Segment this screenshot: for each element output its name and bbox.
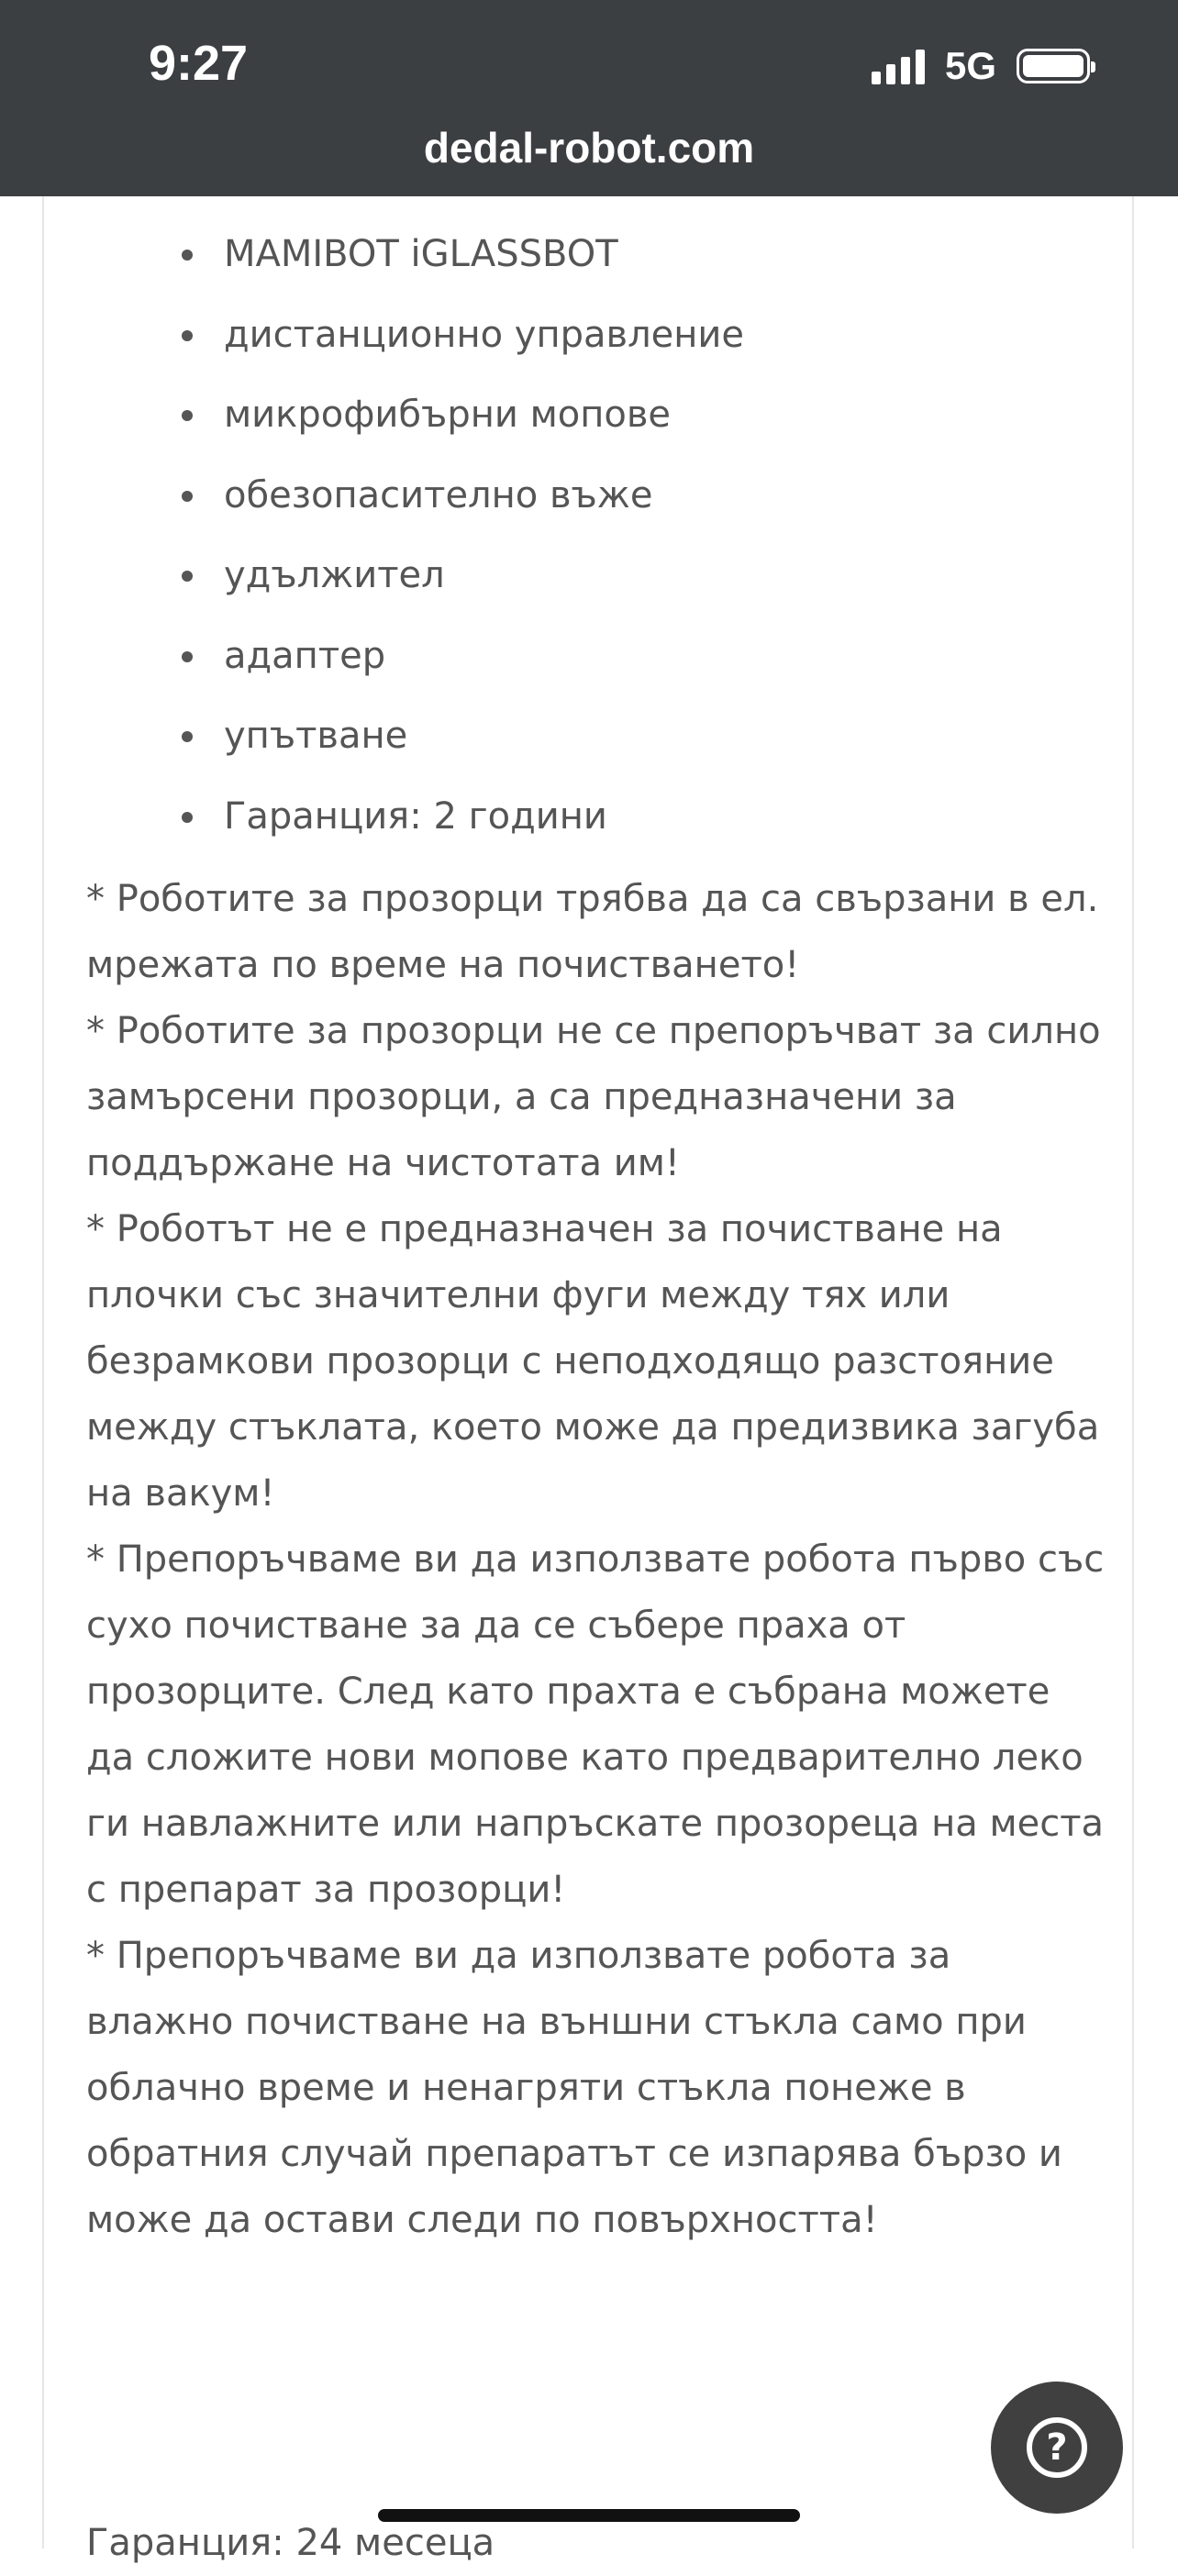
list-item: упътване <box>44 704 1132 784</box>
list-item: удължител <box>44 543 1132 624</box>
usage-notes <box>86 866 1105 2253</box>
page-content <box>42 196 1134 2564</box>
home-indicator[interactable] <box>378 2509 800 2522</box>
list-item: дистанционно управление <box>44 303 1132 383</box>
warranty-text: Гаранция: 24 месеца <box>86 2522 495 2564</box>
note-paragraph: * Роботите за прозорци не се препоръчват за силно замърсени прозорци, а са предназначени за поддържане на чистотата им! <box>86 1010 1101 1184</box>
status-time: 9:27 <box>149 36 249 91</box>
status-indicators <box>872 44 1090 88</box>
note-paragraph: * Препоръчваме ви да използвате робота първо със сухо почистване за да се събере праха от прозорците. След като прахта е събрана можете да сложите нови мопове като предварително леко ги навлажните или напръскате прозореца на места с препарат за прозорци! <box>86 1538 1105 1911</box>
url-bar[interactable]: dedal-robot.com <box>423 124 755 172</box>
help-button[interactable] <box>991 2382 1123 2514</box>
list-item: MAMIBOT iGLASSBOT <box>44 222 1132 303</box>
list-item: Гаранция: 2 години <box>44 784 1132 865</box>
status-and-address-bar <box>0 0 1178 196</box>
note-paragraph: * Препоръчваме ви да използвате робота за влажно почистване на външни стъкла само при облачно време и ненагряти стъкла понеже в обратния случай препаратът се изпарява бързо и може да остави следи по повърхността! <box>86 1935 1062 2241</box>
list-item: микрофибърни мопове <box>44 383 1132 463</box>
signal-icon <box>872 48 925 84</box>
list-item: адаптер <box>44 624 1132 705</box>
note-paragraph: * Роботите за прозорци трябва да са свързани в ел. мрежата по време на почистването! <box>86 878 1099 986</box>
note-paragraph: * Роботът не е предназначен за почистване на плочки със значителни фуги между тях или безрамкови прозорци с неподходящо разстояние между стъклата, което може да предизвика загуба на вакум! <box>86 1208 1100 1515</box>
battery-icon <box>1017 49 1090 83</box>
package-contents-list <box>44 222 1132 864</box>
list-item: обезопасително въже <box>44 463 1132 544</box>
question-mark-icon: ? <box>1027 2417 1087 2478</box>
network-type: 5G <box>944 44 996 87</box>
